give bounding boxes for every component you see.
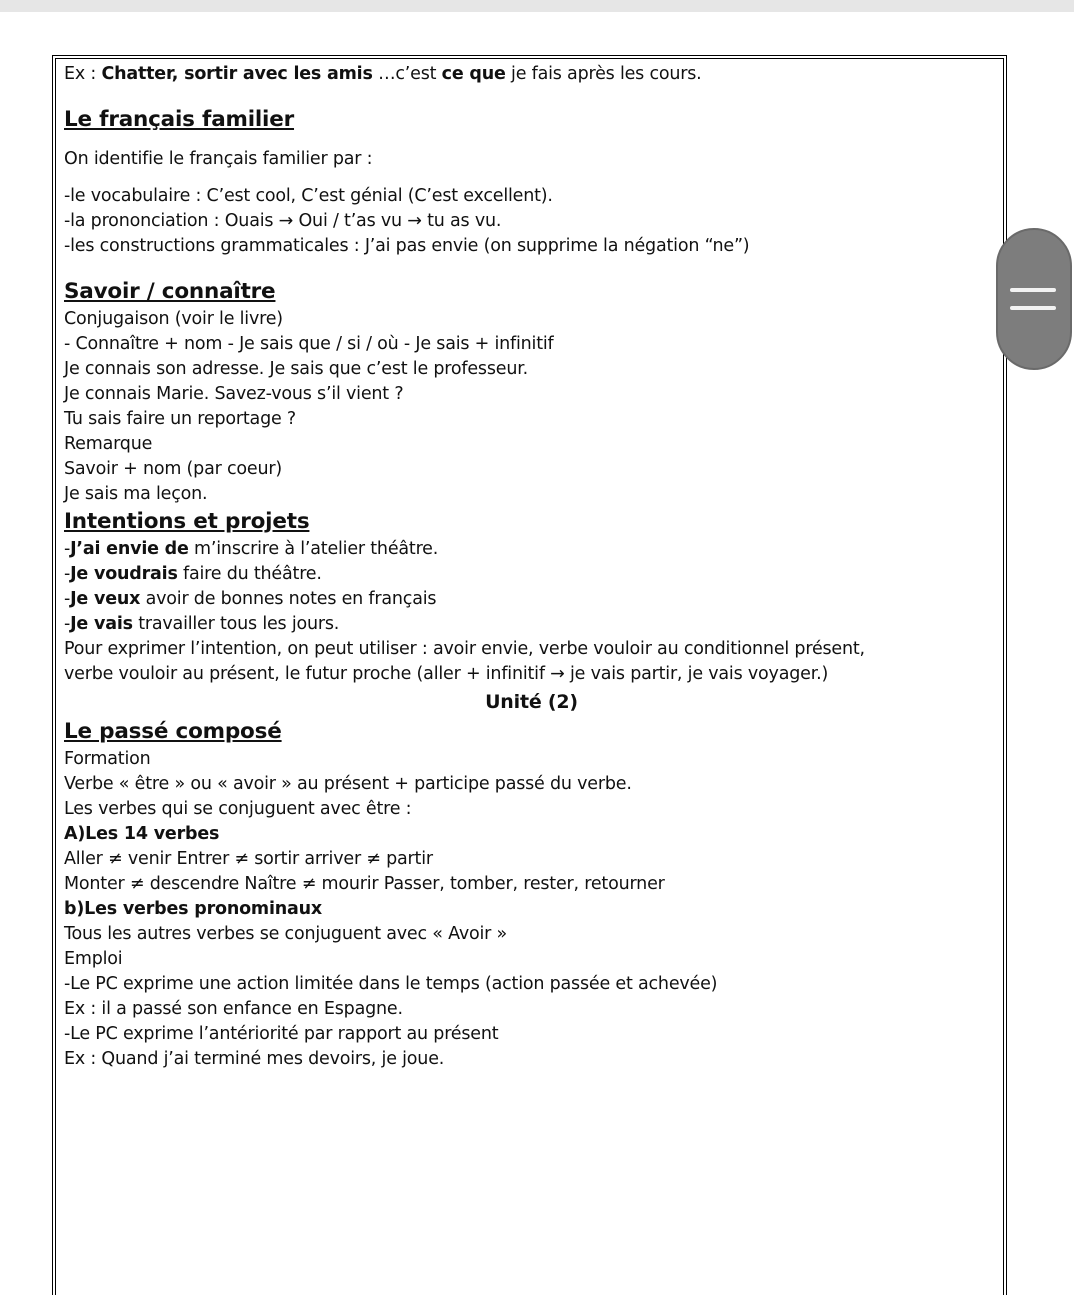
ex-bold-1: Chatter, sortir avec les amis	[101, 64, 373, 84]
top-bar	[0, 0, 1074, 12]
intro-example	[64, 62, 999, 87]
passe-verbs: Monter ≠ descendre Naître ≠ mourir Passer, tomber, rester, retourner	[64, 874, 665, 894]
intention-item: -Je veux avoir de bonnes notes en français	[64, 589, 437, 609]
savoir-line: Je connais Marie. Savez-vous s’il vient ?	[64, 384, 404, 404]
passe-line: Emploi	[64, 949, 123, 969]
intention-item: -Je voudrais faire du théâtre.	[64, 564, 322, 584]
intention-para: Pour exprimer l’intention, on peut utiliser : avoir envie, verbe vouloir au conditionnel présent,	[64, 639, 865, 659]
passe-line: Tous les autres verbes se conjuguent avec « Avoir »	[64, 924, 508, 944]
ex-prefix: Ex :	[64, 64, 102, 84]
passe-line: Formation	[64, 749, 151, 769]
passe-line: Verbe « être » ou « avoir » au présent + participe passé du verbe.	[64, 774, 632, 794]
savoir-line: Je sais ma leçon.	[64, 484, 208, 504]
handle-grip-icon	[1010, 288, 1056, 292]
familier-item: -le vocabulaire : C’est cool, C’est génial (C’est excellent).	[64, 186, 553, 206]
passe-line: Ex : il a passé son enfance en Espagne.	[64, 999, 403, 1019]
savoir-line: Conjugaison (voir le livre)	[64, 309, 283, 329]
intention-item: -J’ai envie de m’inscrire à l’atelier théâtre.	[64, 539, 439, 559]
savoir-line: Remarque	[64, 434, 153, 454]
passe-line: -Le PC exprime l’antériorité par rapport au présent	[64, 1024, 499, 1044]
passe-line: Ex : Quand j’ai terminé mes devoirs, je joue.	[64, 1049, 445, 1069]
passe-line: Les verbes qui se conjuguent avec être :	[64, 799, 412, 819]
heading-savoir-connaitre: Savoir / connaître	[64, 279, 276, 304]
ex-mid: …c’est	[372, 64, 442, 84]
heading-francais-familier: Le français familier	[64, 107, 295, 132]
scroll-handle[interactable]	[996, 228, 1072, 370]
unit-title: Unité (2)	[485, 691, 578, 713]
ex-bold-2: ce que	[441, 64, 506, 84]
savoir-line: Tu sais faire un reportage ?	[64, 409, 297, 429]
savoir-line: Je connais son adresse. Je sais que c’est le professeur.	[64, 359, 528, 379]
document-content	[64, 62, 999, 1072]
familier-item: -les constructions grammaticales : J’ai pas envie (on supprime la négation “ne”)	[64, 236, 750, 256]
familier-intro: On identifie le français familier par :	[64, 149, 373, 169]
intention-para: verbe vouloir au présent, le futur proche (aller + infinitif → je vais partir, je vais voyager.)	[64, 664, 829, 684]
heading-passe-compose: Le passé composé	[64, 719, 282, 744]
passe-subheading-b: b)Les verbes pronominaux	[64, 899, 322, 919]
savoir-line: Savoir + nom (par coeur)	[64, 459, 282, 479]
handle-grip-icon	[1010, 306, 1056, 310]
heading-intentions-projets: Intentions et projets	[64, 509, 310, 534]
savoir-line: - Connaître + nom - Je sais que / si / où - Je sais + infinitif	[64, 334, 554, 354]
passe-verbs: Aller ≠ venir Entrer ≠ sortir arriver ≠ partir	[64, 849, 433, 869]
familier-item: -la prononciation : Ouais → Oui / t’as vu → tu as vu.	[64, 211, 502, 231]
passe-subheading-a: A)Les 14 verbes	[64, 824, 220, 844]
passe-line: -Le PC exprime une action limitée dans le temps (action passée et achevée)	[64, 974, 718, 994]
intention-item: -Je vais travailler tous les jours.	[64, 614, 340, 634]
ex-suffix: je fais après les cours.	[505, 64, 702, 84]
